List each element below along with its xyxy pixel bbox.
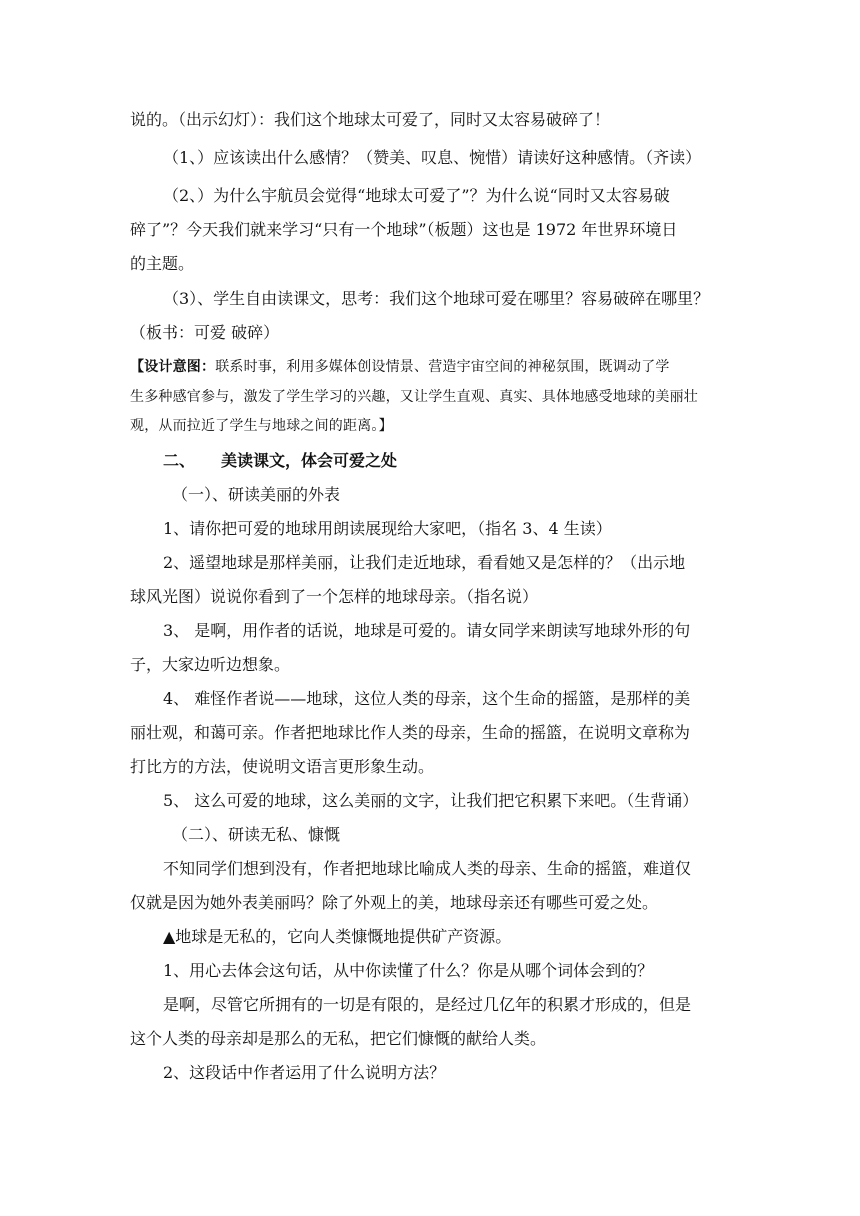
subsection-heading: （一）、研读美丽的外表 xyxy=(172,485,341,504)
design-intent-text: 联系时事，利用多媒体创设情景、营造宇宙空间的神秘氛围，既调动了学 xyxy=(215,359,670,375)
design-intent-line xyxy=(130,357,740,377)
design-intent-line: 生多种感官参与，激发了学生学习的兴趣，又让学生直观、真实、具体地感受地球的美丽壮 xyxy=(130,389,698,405)
design-intent-line: 观，从而拉近了学生与地球之间的距离。】 xyxy=(130,418,393,434)
text-line: （3）、学生自由读课文，思考：我们这个地球可爱在哪里？容易破碎在哪里？ xyxy=(163,289,710,308)
text-line: （1、）应该读出什么感情？（赞美、叹息、惋惜）请读好这种感情。（齐读） xyxy=(163,148,702,167)
text-line: 是啊，尽管它所拥有的一切是有限的，是经过几亿年的积累才形成的，但是 xyxy=(163,995,692,1014)
text-line: 仅就是因为她外表美丽吗？除了外观上的美，地球母亲还有哪些可爱之处。 xyxy=(130,893,659,912)
subsection-heading: （二）、研读无私、慷慨 xyxy=(172,825,341,844)
section-number: 二、 xyxy=(163,451,196,470)
text-line: 的主题。 xyxy=(130,254,195,273)
text-line: 打比方的方法，使说明文语言更形象生动。 xyxy=(130,757,435,776)
text-line: 4、 难怪作者说——地球，这位人类的母亲，这个生命的摇篮，是那样的美 xyxy=(163,689,691,708)
text-line: 3、 是啊，用作者的话说，地球是可爱的。请女同学来朗读写地球外形的句 xyxy=(163,621,691,640)
section-title: 美读课文，体会可爱之处 xyxy=(221,451,398,470)
text-line: 子，大家边听边想象。 xyxy=(130,655,291,674)
text-line: ▲地球是无私的，它向人类慷慨地提供矿产资源。 xyxy=(163,927,512,946)
text-line: 这个人类的母亲却是那么的无私，把它们慷慨的献给人类。 xyxy=(130,1029,547,1048)
text-line: 球风光图）说说你看到了一个怎样的地球母亲。（指名说） xyxy=(130,587,539,606)
section-heading xyxy=(163,451,740,471)
text-line: 不知同学们想到没有，作者把地球比喻成人类的母亲、生命的摇篮，难道仅 xyxy=(163,859,692,878)
text-line: 2、这段话中作者运用了什么说明方法？ xyxy=(163,1063,446,1082)
text-line: 5、 这么可爱的地球，这么美丽的文字，让我们把它积累下来吧。（生背诵） xyxy=(163,791,699,810)
text-line: 碎了”？今天我们就来学习“只有一个地球”（板题）这也是 1972 年世界环境日 xyxy=(130,220,678,239)
design-intent-label: 【设计意图： xyxy=(130,359,216,375)
text-line: 说的。（出示幻灯）：我们这个地球太可爱了，同时又太容易破碎了！ xyxy=(130,110,611,129)
text-line: （2、）为什么宇航员会觉得“地球太可爱了”？为什么说“同时又太容易破 xyxy=(163,186,670,205)
text-line: 1、用心去体会这句话，从中你读懂了什么？你是从哪个词体会到的？ xyxy=(163,961,654,980)
text-line: 2、遥望地球是那样美丽，让我们走近地球，看看她又是怎样的？（出示地 xyxy=(163,553,686,572)
text-line: 丽壮观，和蔼可亲。作者把地球比作人类的母亲，生命的摇篮，在说明文章称为 xyxy=(130,723,691,742)
text-line: 1、请你把可爱的地球用朗读展现给大家吧，（指名 3、4 生读） xyxy=(163,519,612,538)
text-line: （板书：可爱 破碎） xyxy=(130,323,280,342)
